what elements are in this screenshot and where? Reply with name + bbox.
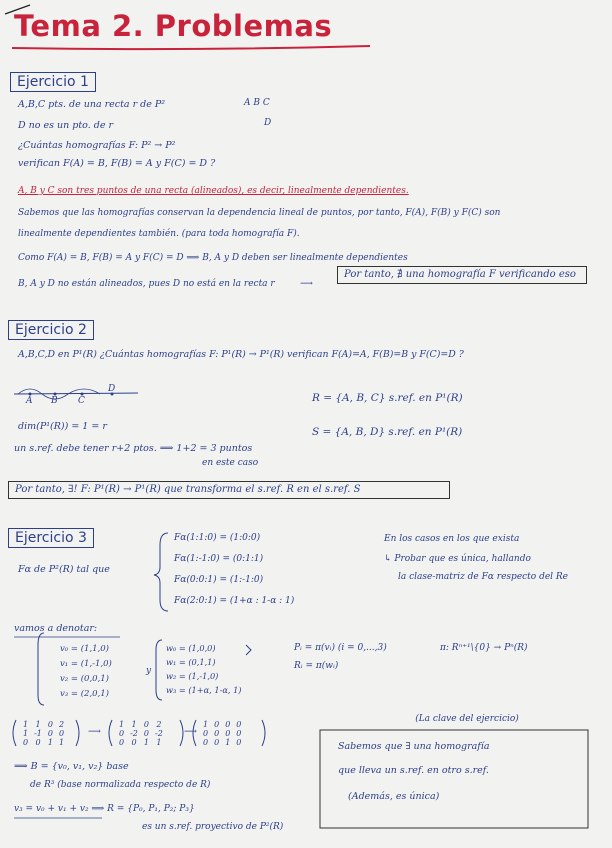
matrix-cell: 1 [143,738,149,747]
ej3-v3eq2: es un s.ref. proyectivo de P²(R) [142,822,284,832]
matrix2-table [116,720,166,747]
ej3-pi: π: Rⁿ⁺¹\{0} → Pⁿ(R) [440,643,528,653]
ej3-R: Rᵢ = π(wᵢ) [294,661,339,671]
ej2-ref-S: S = {A, B, D} s.ref. en P¹(R) [312,426,463,438]
ej3-clave-0: Sabemos que ∃ una homografía [338,741,490,752]
matrix-arrow-1: ⟶ [88,727,101,737]
ej1-line-1: D no es un pto. de r [18,120,114,131]
matrix-cell: 1 [58,738,65,747]
ej1-heading: Ejercicio 1 [10,72,96,92]
matrix-1 [20,720,67,747]
matrix-cell: 0 [236,738,242,747]
matrix-cell: 0 [203,729,209,738]
ej2-question: A,B,C,D en P¹(R) ¿Cuántas homografías F: P¹(R) → P¹(R) verifican F(A)=A, F(B)=B y F(C)=D ? [18,349,464,360]
matrix-cell: 0 [236,729,242,738]
ej1-body-1: linealmente dependientes también. (para toda homografía F). [18,229,300,239]
matrix-2 [116,720,166,747]
ej3-w0: w₀ = (1,0,0) [166,643,216,653]
matrix-cell: 0 [23,738,29,747]
ej3-P: Pᵢ = π(vᵢ) (i = 0,...,3) [294,643,387,653]
matrix-arrow-2: ⟶ [184,727,197,737]
ej1-body-2: Como F(A) = B, F(B) = A y F(C) = D ⟹ B, A y D deben ser linealmente dependientes [18,253,408,263]
matrix-cell: -2 [130,729,138,738]
ej3-base-0: ⟹ B = {v₀, v₁, v₂} base [14,761,129,772]
matrix-cell: 1 [47,738,53,747]
matrix-cell: 1 [119,720,125,729]
matrix-cell: 1 [225,738,231,747]
ej3-cond-3: Fα(2:0:1) = (1+α : 1-α : 1) [174,596,295,606]
ej1-body-0: Sabemos que las homografías conservan la dependencia lineal de puntos, por tanto, F(A), F(B) y F(C) son [18,208,501,218]
ej3-heading: Ejercicio 3 [8,528,94,548]
ej3-cond-1: Fα(1:-1:0) = (0:1:1) [174,554,264,564]
ej3-y: y [146,666,152,676]
matrix-cell: 0 [214,720,220,729]
ej1-line-3: verifican F(A) = B, F(B) = A y F(C) = D ? [18,158,216,169]
matrix-cell: 1 [203,720,209,729]
matrix-cell: 1 [131,720,137,729]
ej3-base-1: de R³ (base normalizada respecto de R) [30,780,211,790]
ej2-heading: Ejercicio 2 [8,320,94,340]
ej3-v3: v₃ = (2,0,1) [60,689,109,699]
matrix-cell: 0 [143,720,149,729]
ej1-body-3: B, A y D no están alineados, pues D no está en la recta r [18,279,275,289]
matrix-cell: 0 [214,738,220,747]
matrix-cell: -2 [154,729,163,738]
ej3-clave-1: que lleva un s.ref. en otro s.ref. [338,765,489,776]
ej3-v3eq: v₃ = v₀ + v₁ + v₂ ⟹ R = {P₀, P₁, P₂; P₃} [14,804,195,814]
matrix-cell: 0 [47,729,53,738]
matrix-cell: 2 [58,720,65,729]
ej3-cond-0: Fα(1:1:0) = (1:0:0) [174,533,261,543]
matrix1-table [20,720,67,747]
page-title: Tema 2. Problemas [14,9,333,43]
matrix-cell: 0 [131,738,137,747]
ej1-conclusion-box: Por tanto, ∄ una homografía F verificando eso [337,266,587,284]
matrix-cell: 0 [47,720,53,729]
ej2-conclusion-box: Por tanto, ∃! F: P¹(R) → P¹(R) que transforma el s.ref. R en el s.ref. S [8,481,450,499]
ej1-line-2: ¿Cuántas homografías F: P² → P² [18,140,176,151]
matrix-cell: -1 [34,729,42,738]
ej3-left-text: Fα de P²(R) tal que [18,564,110,575]
matrix-cell: 0 [236,720,242,729]
matrix-cell: 1 [35,720,41,729]
matrix-cell: 0 [143,729,149,738]
ej3-vamos: vamos a denotar: [14,623,98,634]
ej2-sref2: en este caso [202,458,259,468]
ej1-line-0: A,B,C pts. de una recta r de P² [18,99,166,110]
matrix-3 [200,720,244,747]
ej3-w1: w₁ = (0,1,1) [166,657,216,667]
ej3-clave: (La clave del ejercicio) [415,714,519,724]
matrix-cell: 0 [225,729,231,738]
matrix-cell: 0 [225,720,231,729]
ej3-v0: v₀ = (1,1,0) [60,644,109,654]
matrix-cell: 0 [119,729,125,738]
ej2-point-c: C [78,396,85,406]
matrix-cell: 1 [23,720,29,729]
ej3-w2: w₂ = (1,-1,0) [166,671,219,681]
ej2-point-b: B [51,396,58,406]
ej2-ref-R: R = {A, B, C} s.ref. en P¹(R) [312,392,463,404]
matrix-cell: 0 [214,729,220,738]
ej3-v2: v₂ = (0,0,1) [60,674,109,684]
matrix3-table [200,720,244,747]
ej3-cond-2: Fα(0:0:1) = (1:-1:0) [174,575,264,585]
ej3-note-1: ↳ Probar que es única, hallando [384,554,531,564]
ej2-dim: dim(P¹(R)) = 1 = r [18,421,107,432]
ej1-arrow: ⟶ [300,279,313,289]
ej3-w3: w₃ = (1+α, 1-α, 1) [166,685,242,695]
matrix-cell: 1 [23,729,29,738]
ej2-point-a: A [26,396,33,406]
ej3-clave-2: (Además, es única) [348,791,440,802]
ej2-point-d: D [108,384,116,394]
matrix-cell: 2 [156,720,162,729]
ej1-sketch-d: D [264,118,272,128]
ej1-red-statement: A, B y C son tres puntos de una recta (alineados), es decir, linealmente dependientes. [18,186,409,196]
matrix-cell: 0 [58,729,65,738]
matrix-cell: 0 [35,738,41,747]
matrix-cell: 0 [119,738,125,747]
ej1-sketch-abc: A B C [244,98,270,108]
matrix-cell: 1 [156,738,162,747]
ej3-note-0: En los casos en los que exista [384,534,520,544]
ej2-sref: un s.ref. debe tener r+2 ptos. ⟹ 1+2 = 3 puntos [14,443,253,454]
ej3-note-2: la clase-matriz de Fα respecto del Re [398,572,569,582]
ej3-v1: v₁ = (1,-1,0) [60,659,112,669]
matrix-cell: 0 [203,738,209,747]
